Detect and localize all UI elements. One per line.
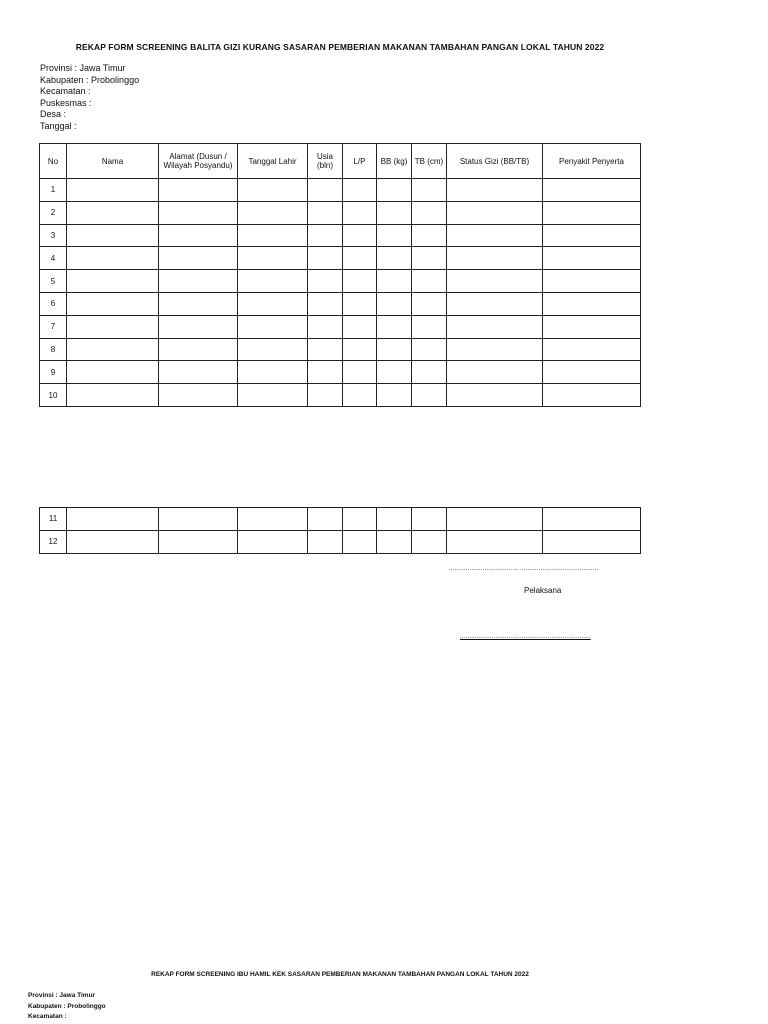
table-cell (308, 179, 343, 202)
form2-field-kecamatan: Kecamatan : (28, 1013, 67, 1020)
row-number: 2 (40, 201, 67, 224)
row-number: 10 (40, 384, 67, 407)
table-row (40, 530, 641, 553)
table-cell (159, 315, 238, 338)
row-number: 11 (40, 508, 67, 531)
table-cell (412, 530, 447, 553)
table-cell (343, 247, 377, 270)
table-cell (238, 179, 308, 202)
signature-role: Pelaksana (524, 586, 562, 595)
table-cell (238, 224, 308, 247)
table-cell (343, 338, 377, 361)
table-row (40, 224, 641, 247)
table-cell (377, 270, 412, 293)
table-cell (238, 247, 308, 270)
table-cell (159, 361, 238, 384)
col-penyakit: Penyakit Penyerta (543, 144, 641, 179)
table-cell (67, 201, 159, 224)
field-kecamatan: Kecamatan : (40, 86, 91, 96)
table-cell (308, 224, 343, 247)
table-cell (543, 270, 641, 293)
table-cell (447, 201, 543, 224)
table-header-row (40, 144, 641, 179)
table-cell (447, 179, 543, 202)
table-cell (447, 315, 543, 338)
table-cell (308, 292, 343, 315)
table-cell (377, 338, 412, 361)
row-number: 6 (40, 292, 67, 315)
field-puskesmas: Puskesmas : (40, 97, 92, 108)
table-cell (159, 338, 238, 361)
field-provinsi: Provinsi : Jawa Timur (40, 63, 126, 73)
table-cell (343, 361, 377, 384)
table-cell (238, 530, 308, 553)
table-cell (447, 224, 543, 247)
table-cell (412, 247, 447, 270)
signature-place-date-line: ...................................., .......................................... (449, 566, 599, 572)
table-cell (412, 179, 447, 202)
table-row (40, 270, 641, 293)
table-cell (343, 201, 377, 224)
row-number: 8 (40, 338, 67, 361)
table-cell (543, 530, 641, 553)
col-alamat: Alamat (Dusun / Wilayah Posyandu) (159, 144, 238, 179)
table-cell (67, 384, 159, 407)
table-cell (343, 508, 377, 531)
table-cell (543, 361, 641, 384)
table-cell (159, 201, 238, 224)
table-cell (238, 270, 308, 293)
table-row (40, 338, 641, 361)
form2-field-kabupaten: Kabupaten : Probolinggo (28, 1002, 106, 1010)
table-cell (543, 384, 641, 407)
table-cell (377, 201, 412, 224)
field-desa: Desa : (40, 109, 67, 119)
table-cell (377, 179, 412, 202)
table-cell (447, 361, 543, 384)
row-number: 12 (40, 530, 67, 553)
table-cell (412, 384, 447, 407)
table-cell (412, 292, 447, 315)
table-cell (377, 530, 412, 553)
table-cell (343, 224, 377, 247)
table-cell (377, 224, 412, 247)
row-number: 7 (40, 315, 67, 338)
table-cell (343, 315, 377, 338)
table-cell (377, 292, 412, 315)
form2-header-fields (28, 991, 106, 1023)
table-cell (412, 201, 447, 224)
table-cell (67, 292, 159, 315)
table-cell (447, 270, 543, 293)
table-cell (377, 247, 412, 270)
table-cell (377, 384, 412, 407)
table-cell (67, 508, 159, 531)
table-cell (159, 508, 238, 531)
table-cell (159, 270, 238, 293)
table-cell (308, 315, 343, 338)
table-row (40, 179, 641, 202)
table-cell (447, 247, 543, 270)
table-cell (238, 315, 308, 338)
table-cell (67, 179, 159, 202)
table-cell (343, 292, 377, 315)
table-cell (412, 338, 447, 361)
table-cell (343, 530, 377, 553)
table-cell (447, 292, 543, 315)
table-cell (238, 292, 308, 315)
table-cell (67, 315, 159, 338)
col-lp: L/P (343, 144, 377, 179)
table-row (40, 361, 641, 384)
table-row (40, 315, 641, 338)
col-usia: Usia (bln) (308, 144, 343, 179)
screening-table-continued (39, 507, 641, 554)
table-cell (412, 315, 447, 338)
table-cell (343, 384, 377, 407)
row-number: 1 (40, 179, 67, 202)
table-cell (238, 508, 308, 531)
table-cell (308, 338, 343, 361)
table-cell (447, 384, 543, 407)
table-row (40, 292, 641, 315)
table-cell (447, 530, 543, 553)
table-row (40, 247, 641, 270)
col-status-gizi: Status Gizi (BB/TB) (447, 144, 543, 179)
signature-name-line: ...................................................................... (460, 634, 591, 640)
table-cell (543, 315, 641, 338)
col-tb: TB (cm) (412, 144, 447, 179)
table-row (40, 508, 641, 531)
table-cell (67, 530, 159, 553)
table-cell (308, 270, 343, 293)
table-cell (308, 247, 343, 270)
table-row (40, 384, 641, 407)
table-cell (377, 361, 412, 384)
table-cell (159, 292, 238, 315)
col-bb: BB (kg) (377, 144, 412, 179)
form-header-fields (40, 63, 139, 132)
table-cell (159, 224, 238, 247)
form2-title: REKAP FORM SCREENING IBU HAMIL KEK SASARAN PEMBERIAN MAKANAN TAMBAHAN PANGAN LOKAL TAHUN 2022 (151, 971, 529, 978)
table-cell (308, 508, 343, 531)
table-cell (238, 201, 308, 224)
row-number: 4 (40, 247, 67, 270)
table-cell (412, 224, 447, 247)
table-cell (159, 247, 238, 270)
table-cell (412, 270, 447, 293)
table-cell (67, 224, 159, 247)
table-row (40, 201, 641, 224)
row-number: 9 (40, 361, 67, 384)
table-cell (159, 384, 238, 407)
table-cell (238, 384, 308, 407)
table-cell (308, 201, 343, 224)
table-cell (308, 530, 343, 553)
table-cell (543, 224, 641, 247)
table-cell (543, 338, 641, 361)
table-cell (67, 247, 159, 270)
form2-field-provinsi: Provinsi : Jawa Timur (28, 992, 96, 999)
table-cell (377, 508, 412, 531)
table-cell (159, 179, 238, 202)
col-no: No (40, 144, 67, 179)
row-number: 5 (40, 270, 67, 293)
table-cell (67, 361, 159, 384)
table-cell (343, 179, 377, 202)
table-cell (67, 338, 159, 361)
table-cell (543, 201, 641, 224)
table-cell (308, 361, 343, 384)
field-kabupaten: Kabupaten : Probolinggo (40, 74, 140, 85)
table-cell (447, 338, 543, 361)
form-title: REKAP FORM SCREENING BALITA GIZI KURANG SASARAN PEMBERIAN MAKANAN TAMBAHAN PANGAN LOKAL TAHUN 2022 (75, 42, 605, 52)
col-nama: Nama (67, 144, 159, 179)
row-number: 3 (40, 224, 67, 247)
table-cell (543, 179, 641, 202)
table-cell (377, 315, 412, 338)
table-cell (543, 508, 641, 531)
table-cell (412, 508, 447, 531)
table-cell (308, 384, 343, 407)
field-tanggal: Tanggal : (40, 120, 77, 131)
table-cell (543, 247, 641, 270)
table-cell (412, 361, 447, 384)
table-cell (543, 292, 641, 315)
table-cell (238, 338, 308, 361)
screening-table (39, 143, 641, 407)
table-cell (238, 361, 308, 384)
table-cell (447, 508, 543, 531)
col-tanggal-lahir: Tanggal Lahir (238, 144, 308, 179)
table-cell (159, 530, 238, 553)
table-cell (343, 270, 377, 293)
table-cell (67, 270, 159, 293)
